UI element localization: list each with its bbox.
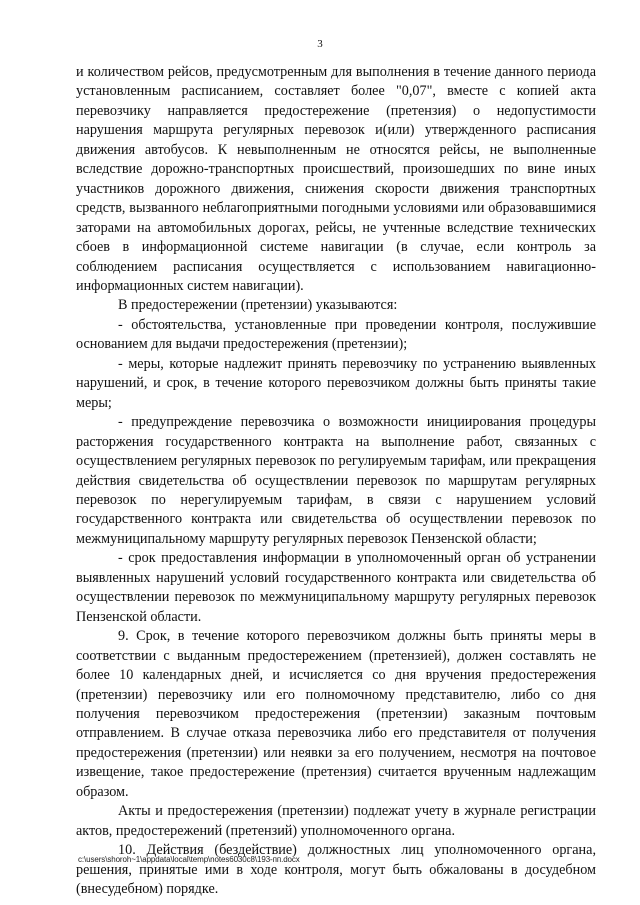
page-number: 3 bbox=[317, 38, 323, 50]
paragraph-7: 9. Срок, в течение которого перевозчиком должны быть приняты меры в соответствии с выданным предостережением (претензией), должен составлять не более 10 календарных дней, и исчисляется со дня вручения предостережения (претензии) перевозчику или его полномочному представителю, либо со дня получения перевозчиком предостережения (претензии) заказным почтовым отправлением. В случае отказа перевозчика либо его представителя от получения предостережения (претензии) или неявки за его получением, несмотря на почтовое извещение, такое предостережение (претензия) считается врученным надлежащим образом. bbox=[76, 628, 596, 800]
document-body bbox=[76, 63, 596, 899]
paragraph-9: 10. Действия (бездействие) должностных лиц уполномоченного органа, решения, принятые ими в ходе контроля, могут быть обжалованы в досудебном (внесудебном) порядке. bbox=[76, 842, 596, 898]
file-path-footer: c:\users\shoroh~1\appdata\local\temp\notes6030c8\193-пп.docx bbox=[78, 855, 300, 864]
paragraph-3: - обстоятельства, установленные при проведении контроля, послужившие основанием для выдачи предостережения (претензии); bbox=[76, 316, 596, 353]
paragraph-4: - меры, которые надлежит принять перевозчику по устранению выявленных нарушений, и срок, в течение которого перевозчиком должны быть приняты такие меры; bbox=[76, 355, 596, 411]
paragraph-2: В предостережении (претензии) указываются: bbox=[118, 297, 398, 314]
paragraph-1: и количеством рейсов, предусмотренным для выполнения в течение данного периода установленным расписанием, составляет более "0,07", вместе с копией акта перевозчику направляется предостережение (претензия) о недопустимости нарушения маршрута регулярных перевозок и(или) утвержденного расписания движения автобусов. К невыполненным не относятся рейсы, не выполненные вследствие дорожно-транспортных происшествий, произошедших по вине иных участников дорожного движения, снижения скорости движения транспортных средств, вызванного неблагоприятными погодными условиями или образовавшимися заторами на автомобильных дорогах, рейсы, не учтенные вследствие технических сбоев в информационной системе навигации (в случае, если контроль за соблюдением расписания осуществляется с использованием навигационно-информационных систем навигации). bbox=[76, 64, 596, 294]
paragraph-8: Акты и предостережения (претензии) подлежат учету в журнале регистрации актов, предостережений (претензий) уполномоченного органа. bbox=[76, 803, 596, 839]
paragraph-5: - предупреждение перевозчика о возможности инициирования процедуры расторжения государственного контракта на выполнение работ, связанных с осуществлением регулярных перевозок по регулируемым тарифам, или прекращения действия свидетельства об осуществлении перевозок по маршрутам регулярных перевозок по нерегулируемым тарифам, в связи с нарушением условий государственного контракта или свидетельства об осуществлении перевозок по межмуниципальному маршруту регулярных перевозок Пензенской области; bbox=[76, 414, 596, 547]
paragraph-6: - срок предоставления информации в уполномоченный орган об устранении выявленных нарушений условий государственного контракта или свидетельства об осуществлении перевозок по межмуниципальному маршруту регулярных перевозок Пензенской области. bbox=[76, 550, 596, 625]
